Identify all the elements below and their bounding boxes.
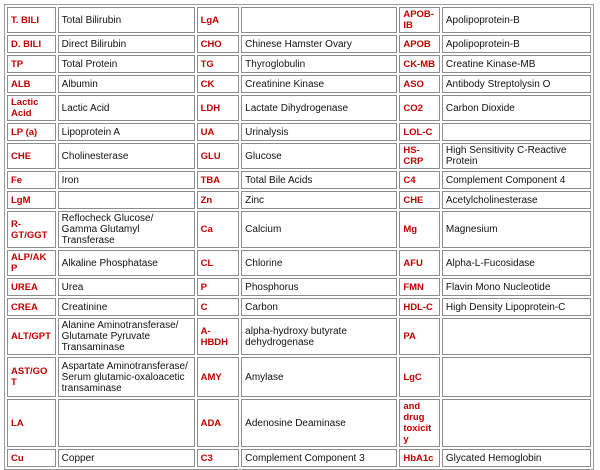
abbreviation-cell: APOB-IB	[399, 7, 440, 33]
abbreviation-cell: ALB	[7, 75, 56, 93]
description-cell: Lactic Acid	[58, 95, 195, 121]
abbreviation-table	[4, 4, 594, 470]
description-cell: Total Protein	[58, 55, 195, 73]
table-row	[7, 123, 591, 141]
description-cell: Magnesium	[442, 211, 591, 248]
description-cell: Calcium	[241, 211, 397, 248]
table-row	[7, 35, 591, 53]
description-cell: Chlorine	[241, 250, 397, 276]
table-row	[7, 399, 591, 447]
description-cell: Chinese Hamster Ovary	[241, 35, 397, 53]
abbreviation-cell: CO2	[399, 95, 440, 121]
description-cell: Aspartate Aminotransferase/ Serum glutamic-oxaloacetic transaminase	[58, 357, 195, 397]
description-cell: Lactate Dihydrogenase	[241, 95, 397, 121]
abbreviation-cell: ALT/GPT	[7, 318, 56, 355]
abbreviation-cell: ADA	[197, 399, 240, 447]
description-cell: Carbon Dioxide	[442, 95, 591, 121]
description-cell	[241, 7, 397, 33]
abbreviation-cell: HS-CRP	[399, 143, 440, 169]
abbreviation-cell: Ca	[197, 211, 240, 248]
abbreviation-cell: CHE	[7, 143, 56, 169]
description-cell	[58, 191, 195, 209]
description-cell: Carbon	[241, 298, 397, 316]
abbreviation-cell: LOL-C	[399, 123, 440, 141]
abbreviation-cell: TBA	[197, 171, 240, 189]
abbreviation-cell: CK-MB	[399, 55, 440, 73]
abbreviation-cell: LgC	[399, 357, 440, 397]
description-cell: Urinalysis	[241, 123, 397, 141]
abbreviation-cell: C4	[399, 171, 440, 189]
table-row	[7, 191, 591, 209]
abbreviation-cell: HDL-C	[399, 298, 440, 316]
description-cell: Amylase	[241, 357, 397, 397]
abbreviation-cell: C3	[197, 449, 240, 467]
table-row	[7, 95, 591, 121]
description-cell	[442, 318, 591, 355]
description-cell: Urea	[58, 278, 195, 296]
description-cell: Alkaline Phosphatase	[58, 250, 195, 276]
abbreviation-cell: LgA	[197, 7, 240, 33]
abbreviation-cell: Cu	[7, 449, 56, 467]
table-row	[7, 357, 591, 397]
description-cell: Creatine Kinase-MB	[442, 55, 591, 73]
abbreviation-cell: T. BILI	[7, 7, 56, 33]
abbreviation-cell: A-HBDH	[197, 318, 240, 355]
abbreviation-cell: LA	[7, 399, 56, 447]
description-cell	[58, 399, 195, 447]
table-row	[7, 318, 591, 355]
abbreviation-cell: PA	[399, 318, 440, 355]
abbreviation-cell: D. BILI	[7, 35, 56, 53]
abbreviation-cell: and drug toxicity	[399, 399, 440, 447]
abbreviation-table-body	[7, 7, 591, 467]
description-cell: Flavin Mono Nucleotide	[442, 278, 591, 296]
abbreviation-cell: CREA	[7, 298, 56, 316]
abbreviation-cell: Fe	[7, 171, 56, 189]
description-cell: Alanine Aminotransferase/ Glutamate Pyruvate Transaminase	[58, 318, 195, 355]
abbreviation-cell: LgM	[7, 191, 56, 209]
description-cell: Apolipoprotein-B	[442, 35, 591, 53]
abbreviation-cell: CHE	[399, 191, 440, 209]
abbreviation-cell: FMN	[399, 278, 440, 296]
table-row	[7, 278, 591, 296]
description-cell: Alpha-L-Fucosidase	[442, 250, 591, 276]
table-row	[7, 7, 591, 33]
abbreviation-cell: AFU	[399, 250, 440, 276]
abbreviation-cell: UA	[197, 123, 240, 141]
description-cell: Iron	[58, 171, 195, 189]
abbreviation-cell: AMY	[197, 357, 240, 397]
description-cell: Cholinesterase	[58, 143, 195, 169]
description-cell: Total Bile Acids	[241, 171, 397, 189]
description-cell: Acetylcholinesterase	[442, 191, 591, 209]
abbreviation-cell: CK	[197, 75, 240, 93]
description-cell: Glucose	[241, 143, 397, 169]
abbreviation-cell: LDH	[197, 95, 240, 121]
abbreviation-cell: Mg	[399, 211, 440, 248]
description-cell: High Density Lipoprotein-C	[442, 298, 591, 316]
description-cell: Apolipoprotein-B	[442, 7, 591, 33]
description-cell: Total Bilirubin	[58, 7, 195, 33]
abbreviation-cell: APOB	[399, 35, 440, 53]
abbreviation-cell: UREA	[7, 278, 56, 296]
table-row	[7, 449, 591, 467]
abbreviation-cell: ASO	[399, 75, 440, 93]
description-cell: Reflocheck Glucose/ Gamma Glutamyl Transferase	[58, 211, 195, 248]
table-row	[7, 211, 591, 248]
description-cell: Thyroglobulin	[241, 55, 397, 73]
abbreviation-cell: GLU	[197, 143, 240, 169]
description-cell: High Sensitivity C-Reactive Protein	[442, 143, 591, 169]
table-row	[7, 75, 591, 93]
table-row	[7, 55, 591, 73]
table-row	[7, 171, 591, 189]
description-cell: Albumin	[58, 75, 195, 93]
abbreviation-cell: ALP/AKP	[7, 250, 56, 276]
description-cell: Direct Bilirubin	[58, 35, 195, 53]
abbreviation-cell: R-GT/GGT	[7, 211, 56, 248]
description-cell: Adenosine Deaminase	[241, 399, 397, 447]
description-cell: Glycated Hemoglobin	[442, 449, 591, 467]
description-cell: Creatinine Kinase	[241, 75, 397, 93]
description-cell	[442, 399, 591, 447]
description-cell: Lipoprotein A	[58, 123, 195, 141]
abbreviation-cell: P	[197, 278, 240, 296]
abbreviation-cell: Zn	[197, 191, 240, 209]
abbreviation-cell: C	[197, 298, 240, 316]
description-cell: Antibody Streptolysin O	[442, 75, 591, 93]
description-cell: Complement Component 4	[442, 171, 591, 189]
table-row	[7, 250, 591, 276]
table-row	[7, 143, 591, 169]
description-cell	[442, 357, 591, 397]
abbreviation-cell: AST/GOT	[7, 357, 56, 397]
description-cell	[442, 123, 591, 141]
description-cell: Complement Component 3	[241, 449, 397, 467]
description-cell: Copper	[58, 449, 195, 467]
description-cell: Phosphorus	[241, 278, 397, 296]
description-cell: alpha-hydroxy butyrate dehydrogenase	[241, 318, 397, 355]
description-cell: Creatinine	[58, 298, 195, 316]
abbreviation-cell: Lactic Acid	[7, 95, 56, 121]
abbreviation-cell: LP (a)	[7, 123, 56, 141]
table-row	[7, 298, 591, 316]
abbreviation-cell: CL	[197, 250, 240, 276]
abbreviation-cell: HbA1c	[399, 449, 440, 467]
abbreviation-cell: TG	[197, 55, 240, 73]
description-cell: Zinc	[241, 191, 397, 209]
abbreviation-cell: TP	[7, 55, 56, 73]
abbreviation-cell: CHO	[197, 35, 240, 53]
